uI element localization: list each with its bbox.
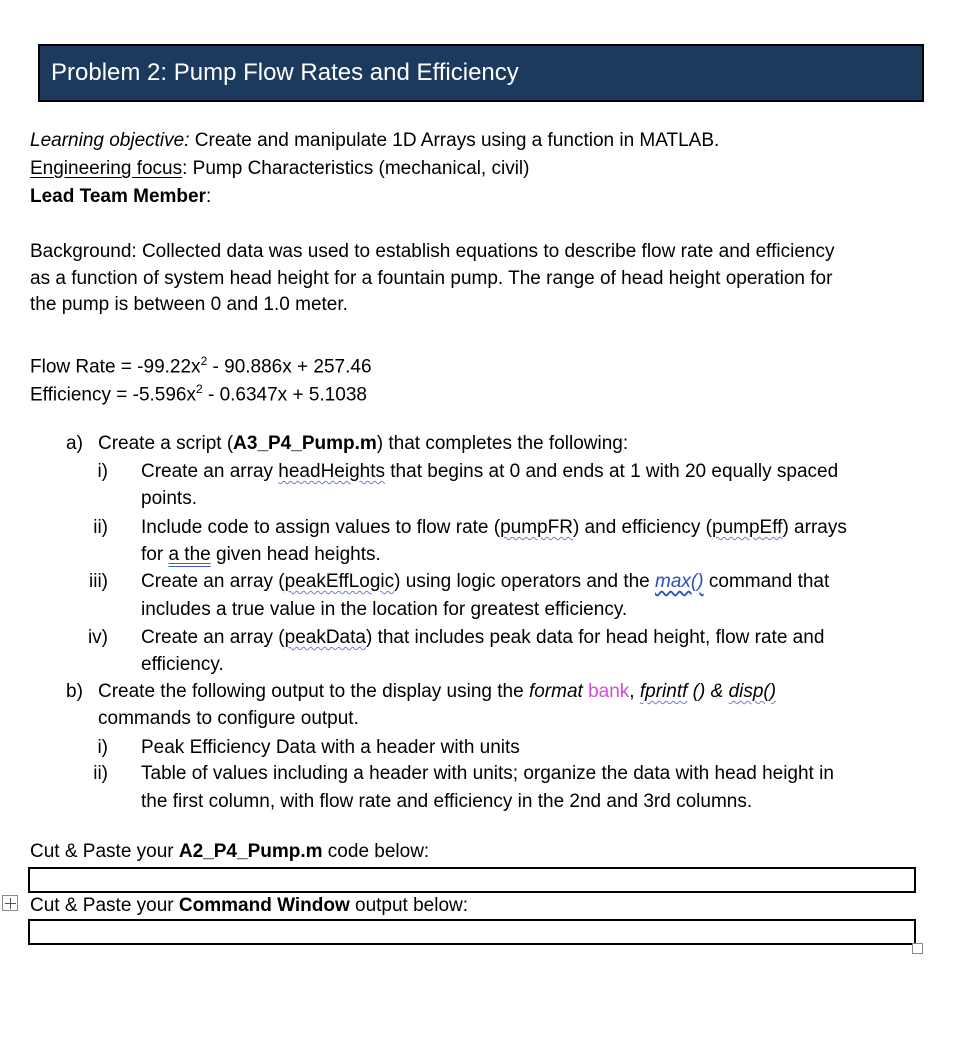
part-b-i-text: Peak Efficiency Data with a header with units bbox=[141, 737, 520, 758]
background-line-3: the pump is between 0 and 1.0 meter. bbox=[30, 294, 348, 315]
code-prompt: Cut & Paste your A2_P4_Pump.m code below: bbox=[30, 841, 430, 862]
page-title: Problem 2: Pump Flow Rates and Efficiency bbox=[51, 59, 519, 86]
table-resize-handle-icon[interactable] bbox=[912, 943, 923, 954]
lead-team-member: Lead Team Member: bbox=[30, 186, 212, 207]
table-move-handle-icon[interactable] bbox=[2, 895, 18, 911]
efficiency-equation: Efficiency = $-5.596x^2 - 0.6347x + 5.1038$ bbox=[30, 382, 367, 406]
output-prompt: Cut & Paste your Command Window output below: bbox=[30, 895, 469, 916]
part-a-text: Create a script (A3_P4_Pump.m) that completes the following: bbox=[98, 433, 629, 454]
part-a-ii-text: Include code to assign values to flow rate (pumpFR) and efficiency (pumpEff) arrays bbox=[141, 517, 847, 538]
part-a-iii-marker: iii) bbox=[89, 571, 108, 592]
part-b-ii-text: Table of values including a header with units; organize the data with head height in bbox=[141, 763, 834, 784]
part-b-ii-marker: ii) bbox=[93, 763, 108, 784]
part-a-i-marker: i) bbox=[97, 461, 108, 482]
part-a-iv-marker: iv) bbox=[87, 627, 108, 648]
output-answer-box[interactable] bbox=[28, 919, 916, 945]
part-a-ii-marker: ii) bbox=[93, 517, 108, 538]
part-a-i-text-cont: points. bbox=[141, 488, 197, 509]
part-a-i-text: Create an array headHeights that begins at 0 and ends at 1 with 20 equally spaced bbox=[141, 461, 839, 482]
part-b-ii-text-cont: the first column, with flow rate and efficiency in the 2nd and 3rd columns. bbox=[141, 791, 753, 812]
part-a-iv-text: Create an array (peakData) that includes peak data for head height, flow rate and bbox=[141, 627, 825, 648]
part-b-text-cont: commands to configure output. bbox=[98, 708, 359, 729]
engineering-focus: Engineering focus: Pump Characteristics (mechanical, civil) bbox=[30, 158, 530, 179]
learning-objective: Learning objective: Create and manipulate 1D Arrays using a function in MATLAB. bbox=[30, 130, 720, 151]
part-b-marker: b) bbox=[66, 681, 83, 702]
background-line-2: as a function of system head height for a fountain pump. The range of head height operation for bbox=[30, 268, 833, 289]
part-a-iii-text-cont: includes a true value in the location for greatest efficiency. bbox=[141, 599, 628, 620]
code-answer-box[interactable] bbox=[28, 867, 916, 893]
part-b-text: Create the following output to the display using the format bank, fprintf () & disp() bbox=[98, 681, 777, 702]
background-line-1: Background: Collected data was used to establish equations to describe flow rate and efficiency bbox=[30, 241, 835, 262]
title-banner bbox=[38, 44, 924, 102]
part-a-iv-text-cont: efficiency. bbox=[141, 654, 224, 675]
part-a-marker: a) bbox=[66, 433, 83, 454]
part-a-iii-text: Create an array (peakEffLogic) using logic operators and the max() command that bbox=[141, 571, 830, 592]
flow-rate-equation: Flow Rate = $-99.22x^2 - 90.886x + 257.46$ bbox=[30, 354, 372, 378]
part-a-ii-text-cont: for a the given head heights. bbox=[141, 544, 381, 565]
part-b-i-marker: i) bbox=[97, 737, 108, 758]
